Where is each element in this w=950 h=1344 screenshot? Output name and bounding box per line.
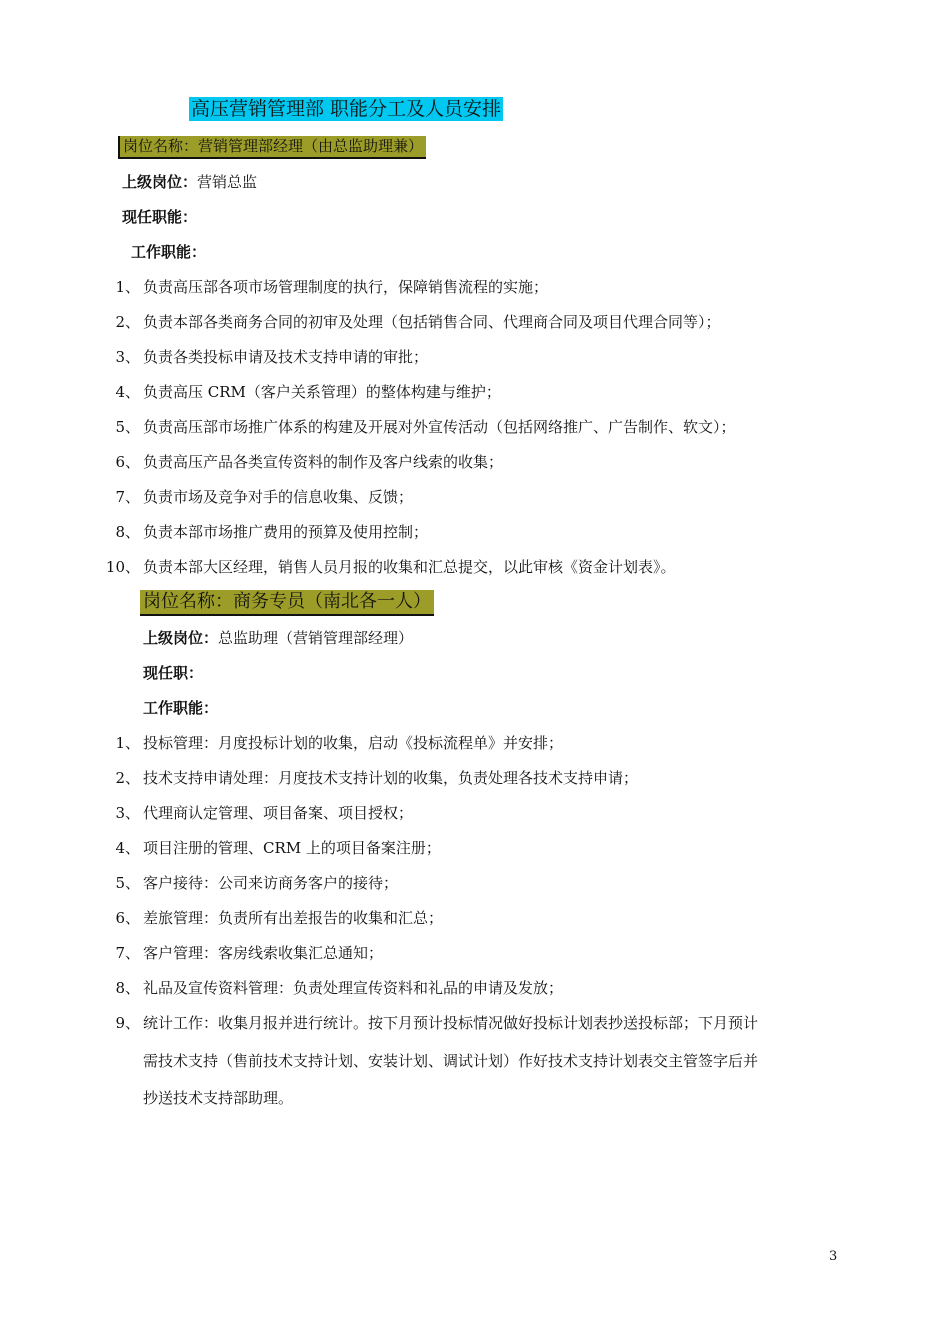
superior-value: 总监助理（营销管理部经理） bbox=[218, 629, 414, 647]
document-title: 高压营销管理部 职能分工及人员安排 bbox=[191, 98, 502, 120]
list-item: 8、 负责本部市场推广费用的预算及使用控制； bbox=[115, 523, 429, 541]
list-item: 4、 项目注册的管理、CRM 上的项目备案注册； bbox=[115, 839, 441, 857]
superior-value: 营销总监 bbox=[197, 173, 258, 191]
role-title-commerce: 岗位名称：商务专员（南北各一人） bbox=[140, 590, 434, 616]
current-duty-label-1: 现任职能： bbox=[122, 208, 198, 226]
superior-position-1 bbox=[122, 172, 257, 192]
list-item: 3、 代理商认定管理、项目备案、项目授权； bbox=[115, 804, 414, 822]
list-item-continuation: 抄送技术支持部助理。 bbox=[143, 1089, 294, 1107]
list-item: 2、 负责本部各类商务合同的初审及处理（包括销售合同、代理商合同及项目代理合同等）； bbox=[115, 313, 721, 331]
superior-position-2 bbox=[143, 628, 413, 648]
list-item: 5、 客户接待：公司来访商务客户的接待； bbox=[115, 874, 399, 892]
list-item: 1、 负责高压部各项市场管理制度的执行，保障销售流程的实施； bbox=[115, 278, 549, 296]
list-item: 4、 负责高压 CRM（客户关系管理）的整体构建与维护； bbox=[115, 383, 501, 401]
superior-label: 上级岗位： bbox=[122, 173, 198, 191]
role-title-manager: 岗位名称：营销管理部经理（由总监助理兼） bbox=[118, 136, 426, 159]
list-item: 9、 统计工作：收集月报并进行统计。按下月预计投标情况做好投标计划表抄送投标部；下月预计 bbox=[115, 1014, 759, 1032]
list-item: 10、 负责本部大区经理，销售人员月报的收集和汇总提交，以此审核《资金计划表》。 bbox=[105, 558, 676, 576]
current-duty-label-2: 现任职： bbox=[143, 664, 204, 682]
work-duty-label-2: 工作职能： bbox=[143, 699, 219, 717]
list-item: 7、 负责市场及竞争对手的信息收集、反馈； bbox=[115, 488, 414, 506]
list-item: 6、 负责高压产品各类宣传资料的制作及客户线索的收集； bbox=[115, 453, 504, 471]
page-number: 3 bbox=[829, 1249, 838, 1264]
work-duty-label-1: 工作职能： bbox=[131, 243, 207, 261]
list-item: 1、 投标管理：月度投标计划的收集，启动《投标流程单》并安排； bbox=[115, 734, 564, 752]
list-item: 7、 客户管理：客房线索收集汇总通知； bbox=[115, 944, 384, 962]
list-item: 6、 差旅管理：负责所有出差报告的收集和汇总； bbox=[115, 909, 444, 927]
list-item-continuation: 需技术支持（售前技术支持计划、安装计划、调试计划）作好技术支持计划表交主管签字后并 bbox=[143, 1052, 759, 1070]
superior-label: 上级岗位： bbox=[143, 629, 219, 647]
list-item: 2、 技术支持申请处理：月度技术支持计划的收集，负责处理各技术支持申请； bbox=[115, 769, 639, 787]
list-item: 8、 礼品及宣传资料管理：负责处理宣传资料和礼品的申请及发放； bbox=[115, 979, 564, 997]
list-item: 3、 负责各类投标申请及技术支持申请的审批； bbox=[115, 348, 429, 366]
list-item: 5、 负责高压部市场推广体系的构建及开展对外宣传活动（包括网络推广、广告制作、软文）； bbox=[115, 418, 736, 436]
